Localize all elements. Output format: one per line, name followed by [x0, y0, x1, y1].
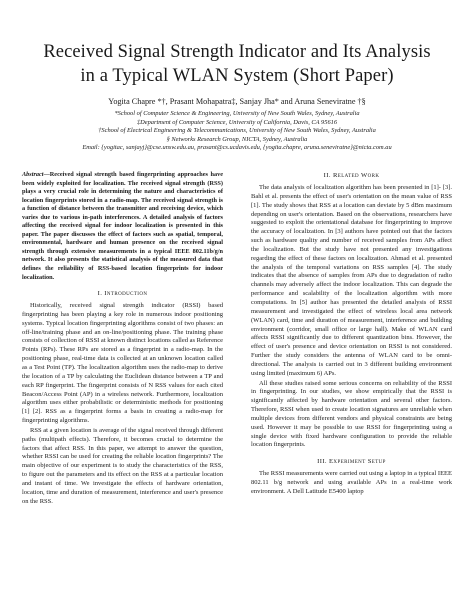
affiliation-unsw-cse: *School of Computer Science & Engineering, University of New South Wales, Sydney, Australia — [114, 110, 360, 117]
paper-title — [20, 40, 454, 88]
intro-paragraph: RSS at a given location is average of the signal received through different paths (multipath effects). Therefore, it becomes crucial to determine the factors that affect RSS. In this paper, we attempt to answer the question, whether RSSI can be used for creating the reliable location fingerprints? The main objective of our experiment is to study the characteristics of the RSS, to figure out the parameters and its effect on the RSS at a particular location and instant of time. We investigate the effects of hardware orientation, location, time and duration of measurement, interference and user's presence on the RSS. — [22, 426, 223, 505]
related-paragraph: The data analysis of localization algorithm has been presented in [1]- [3]. Bahl et al. presents the effect of user's orientation on the mean value of RSS [1]. The study shows that RSS at a location can deviate by 5 dBm maximum depending on user's orientation. Based on the observations, researchers have suggested to exploit the orientational database for fingerprinting to improve the accuracy of localization. In [3] authors have pointed out that the factors such as hardware quality and number of received samples from APs affect the localization. But the study have not presented any investigations regarding the effect of these factors on localization. Ahmad et al. presented the analysis of the temporal variations on RSS samples [4]. The study indicates that the absence of samples from APs due to degradation of radio channels may adversely affect the indoor localization. This can degrade the performance and scalability of the localization algorithm with more computations. In [5] author has presented the detailed analysis of RSSI measurement and investigated the effect of wireless local area network (WLAN) card, time and duration of measurement, interference and building environment (corridor, small office or large hall). Make of WLAN card affects RSSI significantly due to different quantization bins. However, the effect of user's presence and device orientation on RSSI is not considered. Further the study considers the antenna of WLAN card to be omni-directional. The analysis is carried out in 3 different building environment using limited (maximum 6) APs. — [251, 184, 452, 377]
section-heading-introduction: I. Introduction — [97, 290, 148, 298]
setup-paragraph: The RSSI measurements were carried out using a laptop in a typical IEEE 802.11 b/g network and using available APs in a real-time work environment. A Dell Latitude E5400 laptop — [251, 470, 452, 495]
right-column — [251, 171, 452, 498]
authors-line: Yogita Chapre *†, Prasant Mohapatra‡, Sanjay Jha* and Aruna Seneviratne †§ — [108, 97, 366, 106]
affiliations — [10, 110, 464, 153]
left-column — [22, 171, 223, 508]
section-heading-related-work: II. Related Work — [323, 172, 380, 179]
abstract-body: Received signal strength based fingerprinting approaches have been widely exploited for localization. The received signal strength (RSS) plays a very crucial role in determining the nature and characteristics of location fingerprints stored in a radio-map. The received signal strength is a function of distance between the transmitter and receiving device, which varies due to various in-path interferences. A detailed analysis of factors affecting the received signal for indoor localization is presented in this paper. The paper discusses the effect of factors such as spatial, temporal, environmental, hardware and human presence on the received signal strength through extensive measurements in a typical IEEE 802.11b/g/n network. It also presents the statistical analysis of the measured data that defines the reliability of RSS-based location fingerprints for indoor localization. — [22, 171, 223, 281]
author-list — [20, 97, 454, 107]
intro-paragraph: Historically, received signal strength indicator (RSSI) based fingerprinting has been playing a key role in numerous indoor positioning systems. Typical location fingerprinting algorithms consist of two phases: an off-line/training phase and an on-line/positioning phase. The training phase consists of collection of RSSI at known distinct locations called as Reference Points (RPs). These RPs are stored as a fingerprint in a radio-map. In the positioning phase, real-time data is collected at an unknown location called as a Test Point (TP). The localization algorithm uses the radio-map to derive the location of a TP by calculating the Euclidean distance between a TP and each RP fingerprint. The fingerprint consists of N RSS values for each cited Beacon/Access Point (AP) in a wireless network. Furthermore, localization algorithm uses either probabilistic or deterministic methods for positioning [1] [2]. RSS as a fingerprint forms a basis in creating a radio-map for fingerprinting algorithms. — [22, 302, 223, 425]
abstract — [22, 171, 223, 282]
abstract-lead: Abstract — [22, 171, 44, 178]
title-line-1: Received Signal Strength Indicator and Its Analysis — [43, 42, 431, 62]
title-line-2: in a Typical WLAN System (Short Paper) — [80, 66, 394, 86]
related-paragraph: All these studies raised some serious concerns on reliability of the RSSI in fingerprinting. In our studies, we show empirically that the RSSI is significantly affected by hardware orientation and several other factors. Therefore, RSSI when used to create location signatures are unreliable when multiple devices from different vendors and physical constraints are being used. However it may be possible to use RSSI for fingerprinting using a single device with fixed hardware configuration to provide the reliable location fingerprints. — [251, 379, 452, 449]
section-heading-experiment-setup: III. Experiment Setup — [317, 458, 386, 466]
abstract-dash: — — [43, 171, 50, 178]
affiliation-nicta: § Networks Research Group, NICTA, Sydney, Australia — [166, 135, 308, 143]
affiliation-unsw-eet: †School of Electrical Engineering & Telecommunications, University of New South Wales, Sydney, Australia — [98, 127, 376, 135]
email-line: Email: {yogitac, sanjayj}@cse.unsw.edu.au, prasant@cs.ucdavis.edu, {yogita.chapre, aruna.seneviratne}@nicta.com.au — [82, 144, 392, 152]
affiliation-ucdavis: ‡Department of Computer Science, University of California, Davis, CA 95616 — [136, 118, 338, 126]
